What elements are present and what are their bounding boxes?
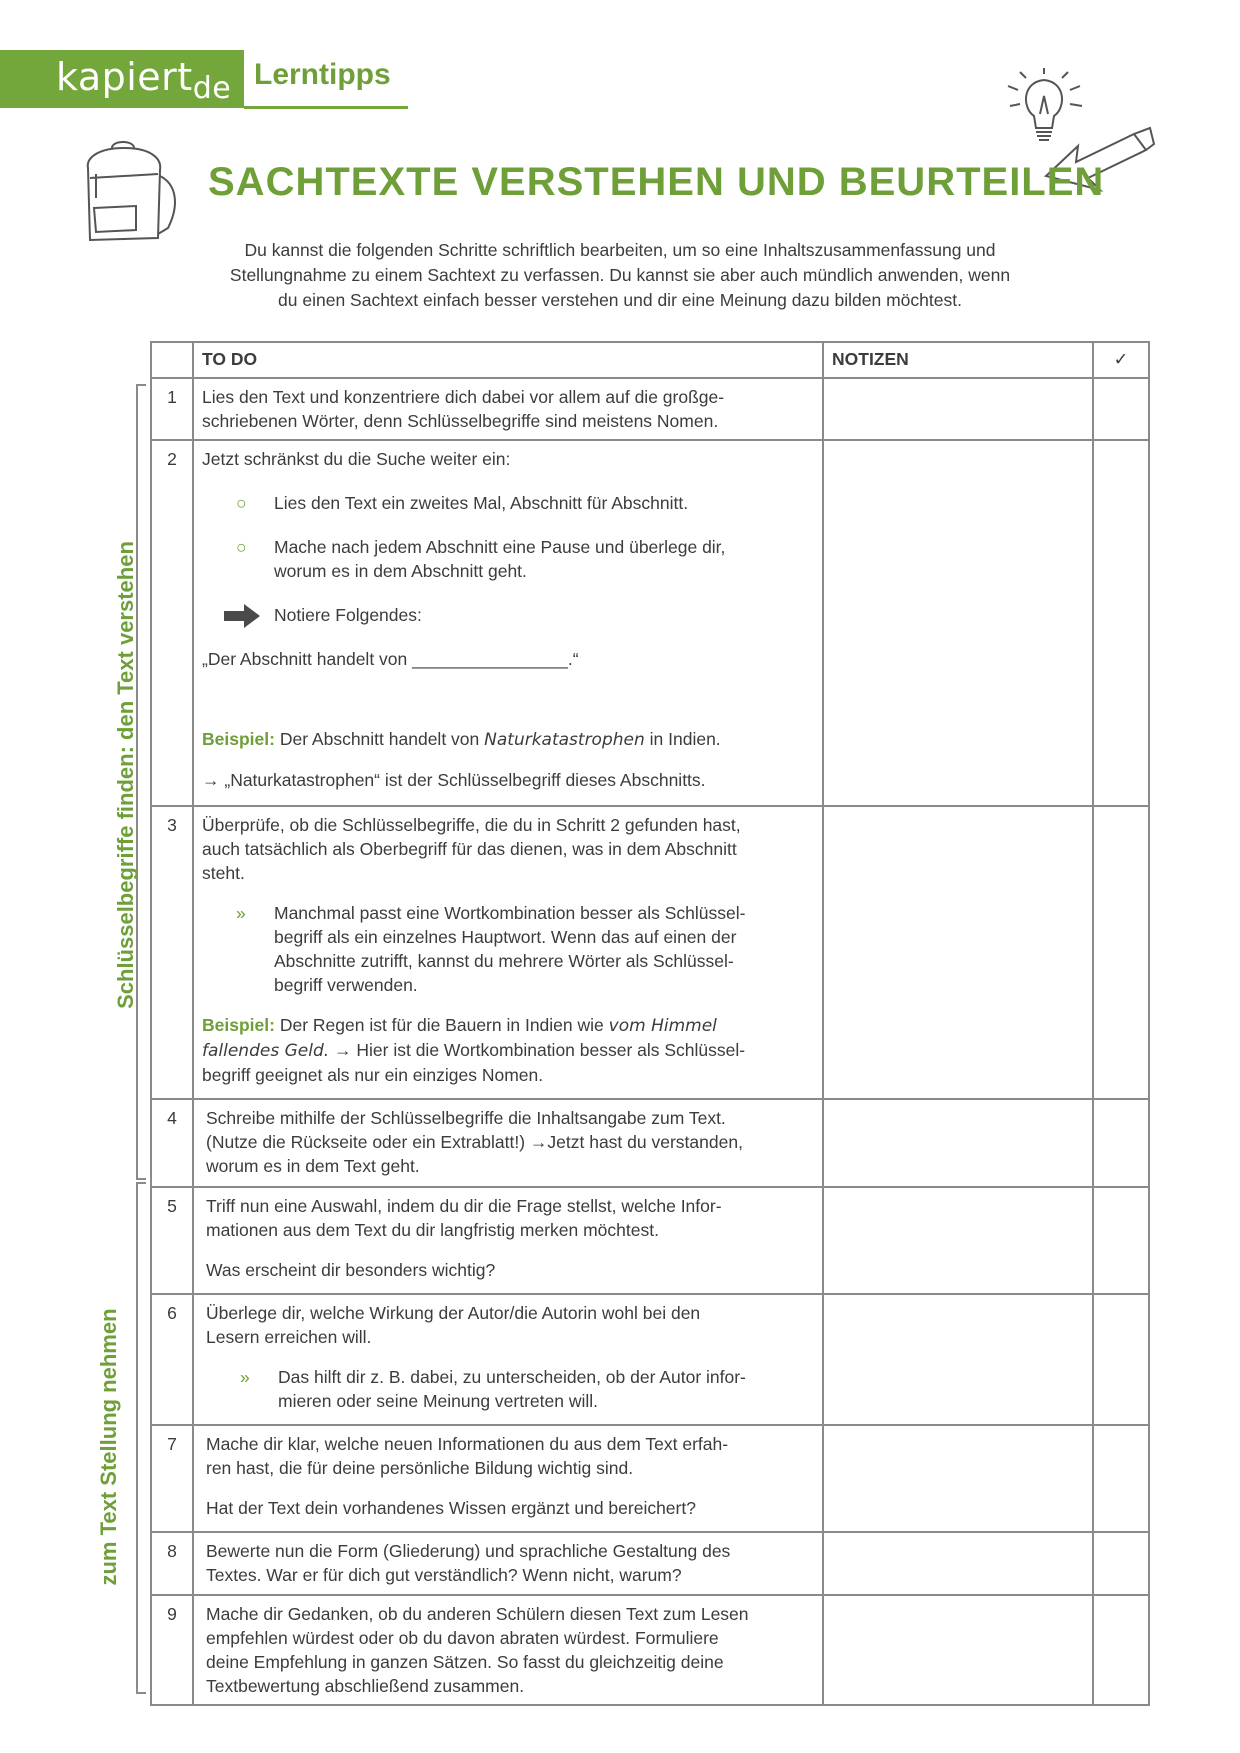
check-cell[interactable] (1093, 1099, 1149, 1187)
logo: kapiert$_{de}$ (56, 55, 232, 106)
header-underline (244, 106, 408, 109)
step-number: 4 (151, 1099, 193, 1187)
todo-table (150, 341, 1150, 1706)
intro-text: Du kannst die folgenden Schritte schriftlich bearbeiten, um so eine Inhaltszusammenfassung und Stellungnahme zu einem Sachtext zu verfassen. Du kannst sie aber auch mündlich anwenden, wenn du einen Sachtext einfach besser verstehen und dir eine Meinung dazu bilden möchtest. (229, 240, 1011, 310)
step-number: 7 (151, 1425, 193, 1532)
table-row (151, 378, 1149, 440)
notes-cell[interactable] (823, 1099, 1093, 1187)
table-row (151, 1425, 1149, 1532)
header-notes: NOTIZEN (823, 342, 1093, 378)
header-todo: TO DO (193, 342, 823, 378)
table-row (151, 1595, 1149, 1705)
notes-cell[interactable] (823, 806, 1093, 1099)
bracket-lower (136, 1182, 146, 1694)
step-text: Jetzt schränkst du die Suche weiter ein: ○ Lies den Text ein zweites Mal, Abschnitt für Abschnitt. ○ Mache nach jedem Abschnitt eine Pause und überlege dir, worum es in dem Abschnitt geht. Notiere Folgendes: „Der Abschnitt handelt von ________________.“ Beispiel: Der Abschnitt handelt von Naturkatastrophen in Indien. → „Naturkatastrophen“ ist der Schlüsselbegriff dieses Abschnitts. (193, 440, 823, 806)
step-number: 6 (151, 1294, 193, 1425)
table-row (151, 1187, 1149, 1294)
step-text: Bewerte nun die Form (Gliederung) und sprachliche Gestaltung des Textes. War er für dich gut verständlich? Wenn nicht, warum? (193, 1532, 823, 1595)
check-cell[interactable] (1093, 378, 1149, 440)
step-number: 2 (151, 440, 193, 806)
chevron-bullet-icon: » (240, 1367, 250, 1387)
page-title: SACHTEXTE VERSTEHEN UND BEURTEILEN (208, 160, 1105, 204)
notes-cell[interactable] (823, 440, 1093, 806)
side-label-opinion: zum Text Stellung nehmen (96, 1308, 121, 1586)
right-arrow-icon (224, 604, 262, 628)
table-header-row (151, 342, 1149, 378)
step-text: Schreibe mithilfe der Schlüsselbegriffe die Inhaltsangabe zum Text. (Nutze die Rückseite oder ein Extrablatt!) →Jetzt hast du verstanden, worum es in dem Text geht. (193, 1099, 823, 1187)
step-text: Mache dir klar, welche neuen Informationen du aus dem Text erfah- ren hast, die für deine persönliche Bildung wichtig sind. Hat der Text dein vorhandenes Wissen ergänzt und bereichert? (193, 1425, 823, 1532)
header-num (151, 342, 193, 378)
check-cell[interactable] (1093, 1425, 1149, 1532)
lerntipps-label: Lerntipps (254, 58, 391, 91)
table-row (151, 440, 1149, 806)
backpack-icon (76, 138, 186, 246)
step-text: Lies den Text und konzentriere dich dabei vor allem auf die großge- schriebenen Wörter, denn Schlüsselbegriffe sind meistens Nomen. (193, 378, 823, 440)
step-text: Überlege dir, welche Wirkung der Autor/die Autorin wohl bei den Lesern erreichen will. » Das hilft dir z. B. dabei, zu unterscheiden, ob der Autor infor- mieren oder seine Meinung vertreten will. (193, 1294, 823, 1425)
table-row (151, 1099, 1149, 1187)
table-row (151, 806, 1149, 1099)
step-number: 3 (151, 806, 193, 1099)
table-row (151, 1532, 1149, 1595)
circle-bullet-icon: ○ (236, 537, 247, 557)
circle-bullet-icon: ○ (236, 493, 247, 513)
step-number: 1 (151, 378, 193, 440)
notes-cell[interactable] (823, 378, 1093, 440)
table-row (151, 1294, 1149, 1425)
step-text: Überprüfe, ob die Schlüsselbegriffe, die du in Schritt 2 gefunden hast, auch tatsächlich als Oberbegriff für das dienen, was in dem Abschnitt steht. » Manchmal passt eine Wortkombination besser als Schlüssel- begriff als ein einzelnes Hauptwort. Wenn das auf einen der Abschnitte zutrifft, kannst du mehrere Wörter als Schlüssel- begriff verwenden. Beispiel: Der Regen ist für die Bauern in Indien wie vom Himmel fallendes Geld. → Hier ist die Wortkombination besser als Schlüssel- begriff geeignet als nur ein einziges Nomen. (193, 806, 823, 1099)
notes-cell[interactable] (823, 1595, 1093, 1705)
check-cell[interactable] (1093, 1532, 1149, 1595)
step-text: Triff nun eine Auswahl, indem du dir die Frage stellst, welche Infor- mationen aus dem Text du dir langfristig merken möchtest. Was erscheint dir besonders wichtig? (193, 1187, 823, 1294)
header-check: ✓ (1093, 342, 1149, 378)
check-cell[interactable] (1093, 1294, 1149, 1425)
step-number: 8 (151, 1532, 193, 1595)
step-number: 9 (151, 1595, 193, 1705)
notes-cell[interactable] (823, 1187, 1093, 1294)
check-cell[interactable] (1093, 1595, 1149, 1705)
notes-cell[interactable] (823, 1425, 1093, 1532)
step-number: 5 (151, 1187, 193, 1294)
notes-cell[interactable] (823, 1294, 1093, 1425)
check-cell[interactable] (1093, 440, 1149, 806)
notes-cell[interactable] (823, 1532, 1093, 1595)
check-cell[interactable] (1093, 806, 1149, 1099)
check-cell[interactable] (1093, 1187, 1149, 1294)
step-text: Mache dir Gedanken, ob du anderen Schülern diesen Text zum Lesen empfehlen würdest oder ob du davon abraten würdest. Formuliere deine Empfehlung in ganzen Sätzen. So fasst du gleichzeitig deine Textbewertung abschließend zusammen. (193, 1595, 823, 1705)
chevron-bullet-icon: » (236, 903, 246, 923)
side-label-understand: Schlüsselbegriffe finden: den Text verstehen (113, 541, 138, 1009)
